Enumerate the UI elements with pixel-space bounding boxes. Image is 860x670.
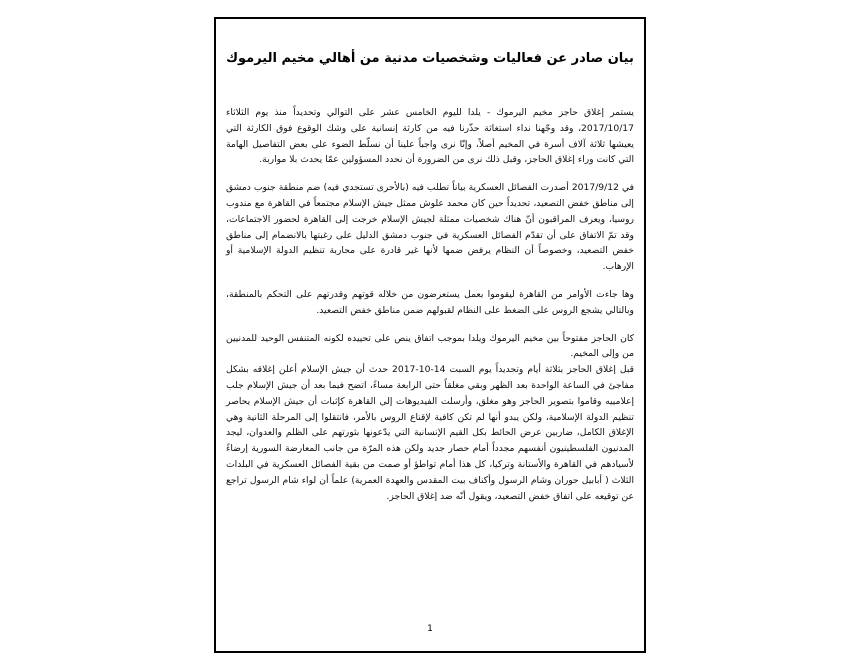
document-title: بيان صادر عن فعاليات وشخصيات مدنية من أهالي مخيم اليرموك — [226, 51, 634, 66]
paragraph: في 2017/9/12 أصدرت الفصائل العسكرية بياناً تطلب فيه (بالأحرى تستجدي فيه) ضم منطقة جنوب دمشق إلى مناطق خفض التصعيد، تحديداً حين كان محمد علوش ممثل جيش الإسلام مجتمعاً في القاهرة مع مندوب روسيا، ويعرف المراقبون أنّ هناك شخصيات ممثلة لجيش الإسلام خرجت إلى القاهرة لحضور الاجتماعات، وقد تمّ الاتفاق على أن تقدّم الفصائل العسكرية في جنوب دمشق الدليل على رغبتها بالانضمام إلى مناطق خفض التصعيد، وخصوصاً أن النظام يرفض ضمها لأنها غير قادرة على محاربة تنظيم الدولة الإسلامية أو الإرهاب. — [226, 182, 634, 273]
document-body — [226, 105, 634, 516]
paragraph: كان الحاجز مفتوحاً بين مخيم اليرموك ويلدا بموجب اتفاق ينص على تحييده لكونه المتنفس الوحيد للمدنيين من وإلى المخيم. — [226, 332, 634, 360]
document-page — [214, 17, 646, 653]
page-number: 1 — [427, 624, 433, 634]
paragraph: يستمر إغلاق حاجز مخيم اليرموك - يلدا لليوم الخامس عشر على التوالي وتحديداً منذ يوم الثلاثاء 2017/10/17، وقد وجّهنا نداء استغاثة حذّرنا فيه من كارثة إنسانية على وشك الوقوع فوق الكارثة التي يعيشها ثلاثة آلاف أسرة في المخيم أصلاً، وإنّا نرى واجباً علينا أن نسلّط الضوء على بعض التفاصيل الهامة التي كانت وراء إغلاق الحاجز، وقبل ذلك نرى من الضرورة أن نحدد المسؤولين عمّا يحدث بلا مواربة. — [226, 107, 634, 166]
paragraph: وها جاءت الأوامر من القاهرة ليقوموا بعمل يستعرضون من خلاله قوتهم وقدرتهم على التحكم بالمنطقة، وبالتالي يشجع الروس على الضغط على النظام لقبولهم ضمن مناطق خفض التصعيد. — [226, 288, 634, 316]
paragraph: قبل إغلاق الحاجز بثلاثة أيام وتحديداً يوم السبت 14-10-2017 حدث أن جيش الإسلام أعلن إغلاقه بشكل مفاجئ في الساعة الواحدة بعد الظهر وبقي مغلقاً حتى الرابعة مساءً، اتضح فيما بعد أن جيش الإسلام جلب إعلامييه وقاموا بتصوير الحاجز وهو مغلق، وأرسلت الفيديوهات إلى القاهرة كإثبات أن جيش الإسلام يحاصر تنظيم الدولة الإسلامية، ولكن يبدو أنها لم تكن كافية لإقناع الروس بالأمر، فانتقلوا إلى المرحلة الثانية وهي الإغلاق الكامل، ضاربين عرض الحائط بكل القيم الإنسانية التي يدّعونها بثورتهم على الظلم والعدوان، ليجد المدنيون الفلسطينيون أنفسهم مجدداً أمام حصار جديد ولكن هذه المرّة من جانب المعارضة السورية إرضاءً لأسيادهم في القاهرة والأستانة وتركيا، كل هذا أمام تواطؤ أو صمت من بقية الفصائل العسكرية في البلدات الثلاث ( أبابيل حوران وشام الرسول وأكناف بيت المقدس والعهدة العمرية) علماً أن لواء شام الرسول تراجع عن توقيعه على اتفاق خفض التصعيد، ويقول أنّه ضد إغلاق الحاجز. — [226, 364, 634, 502]
